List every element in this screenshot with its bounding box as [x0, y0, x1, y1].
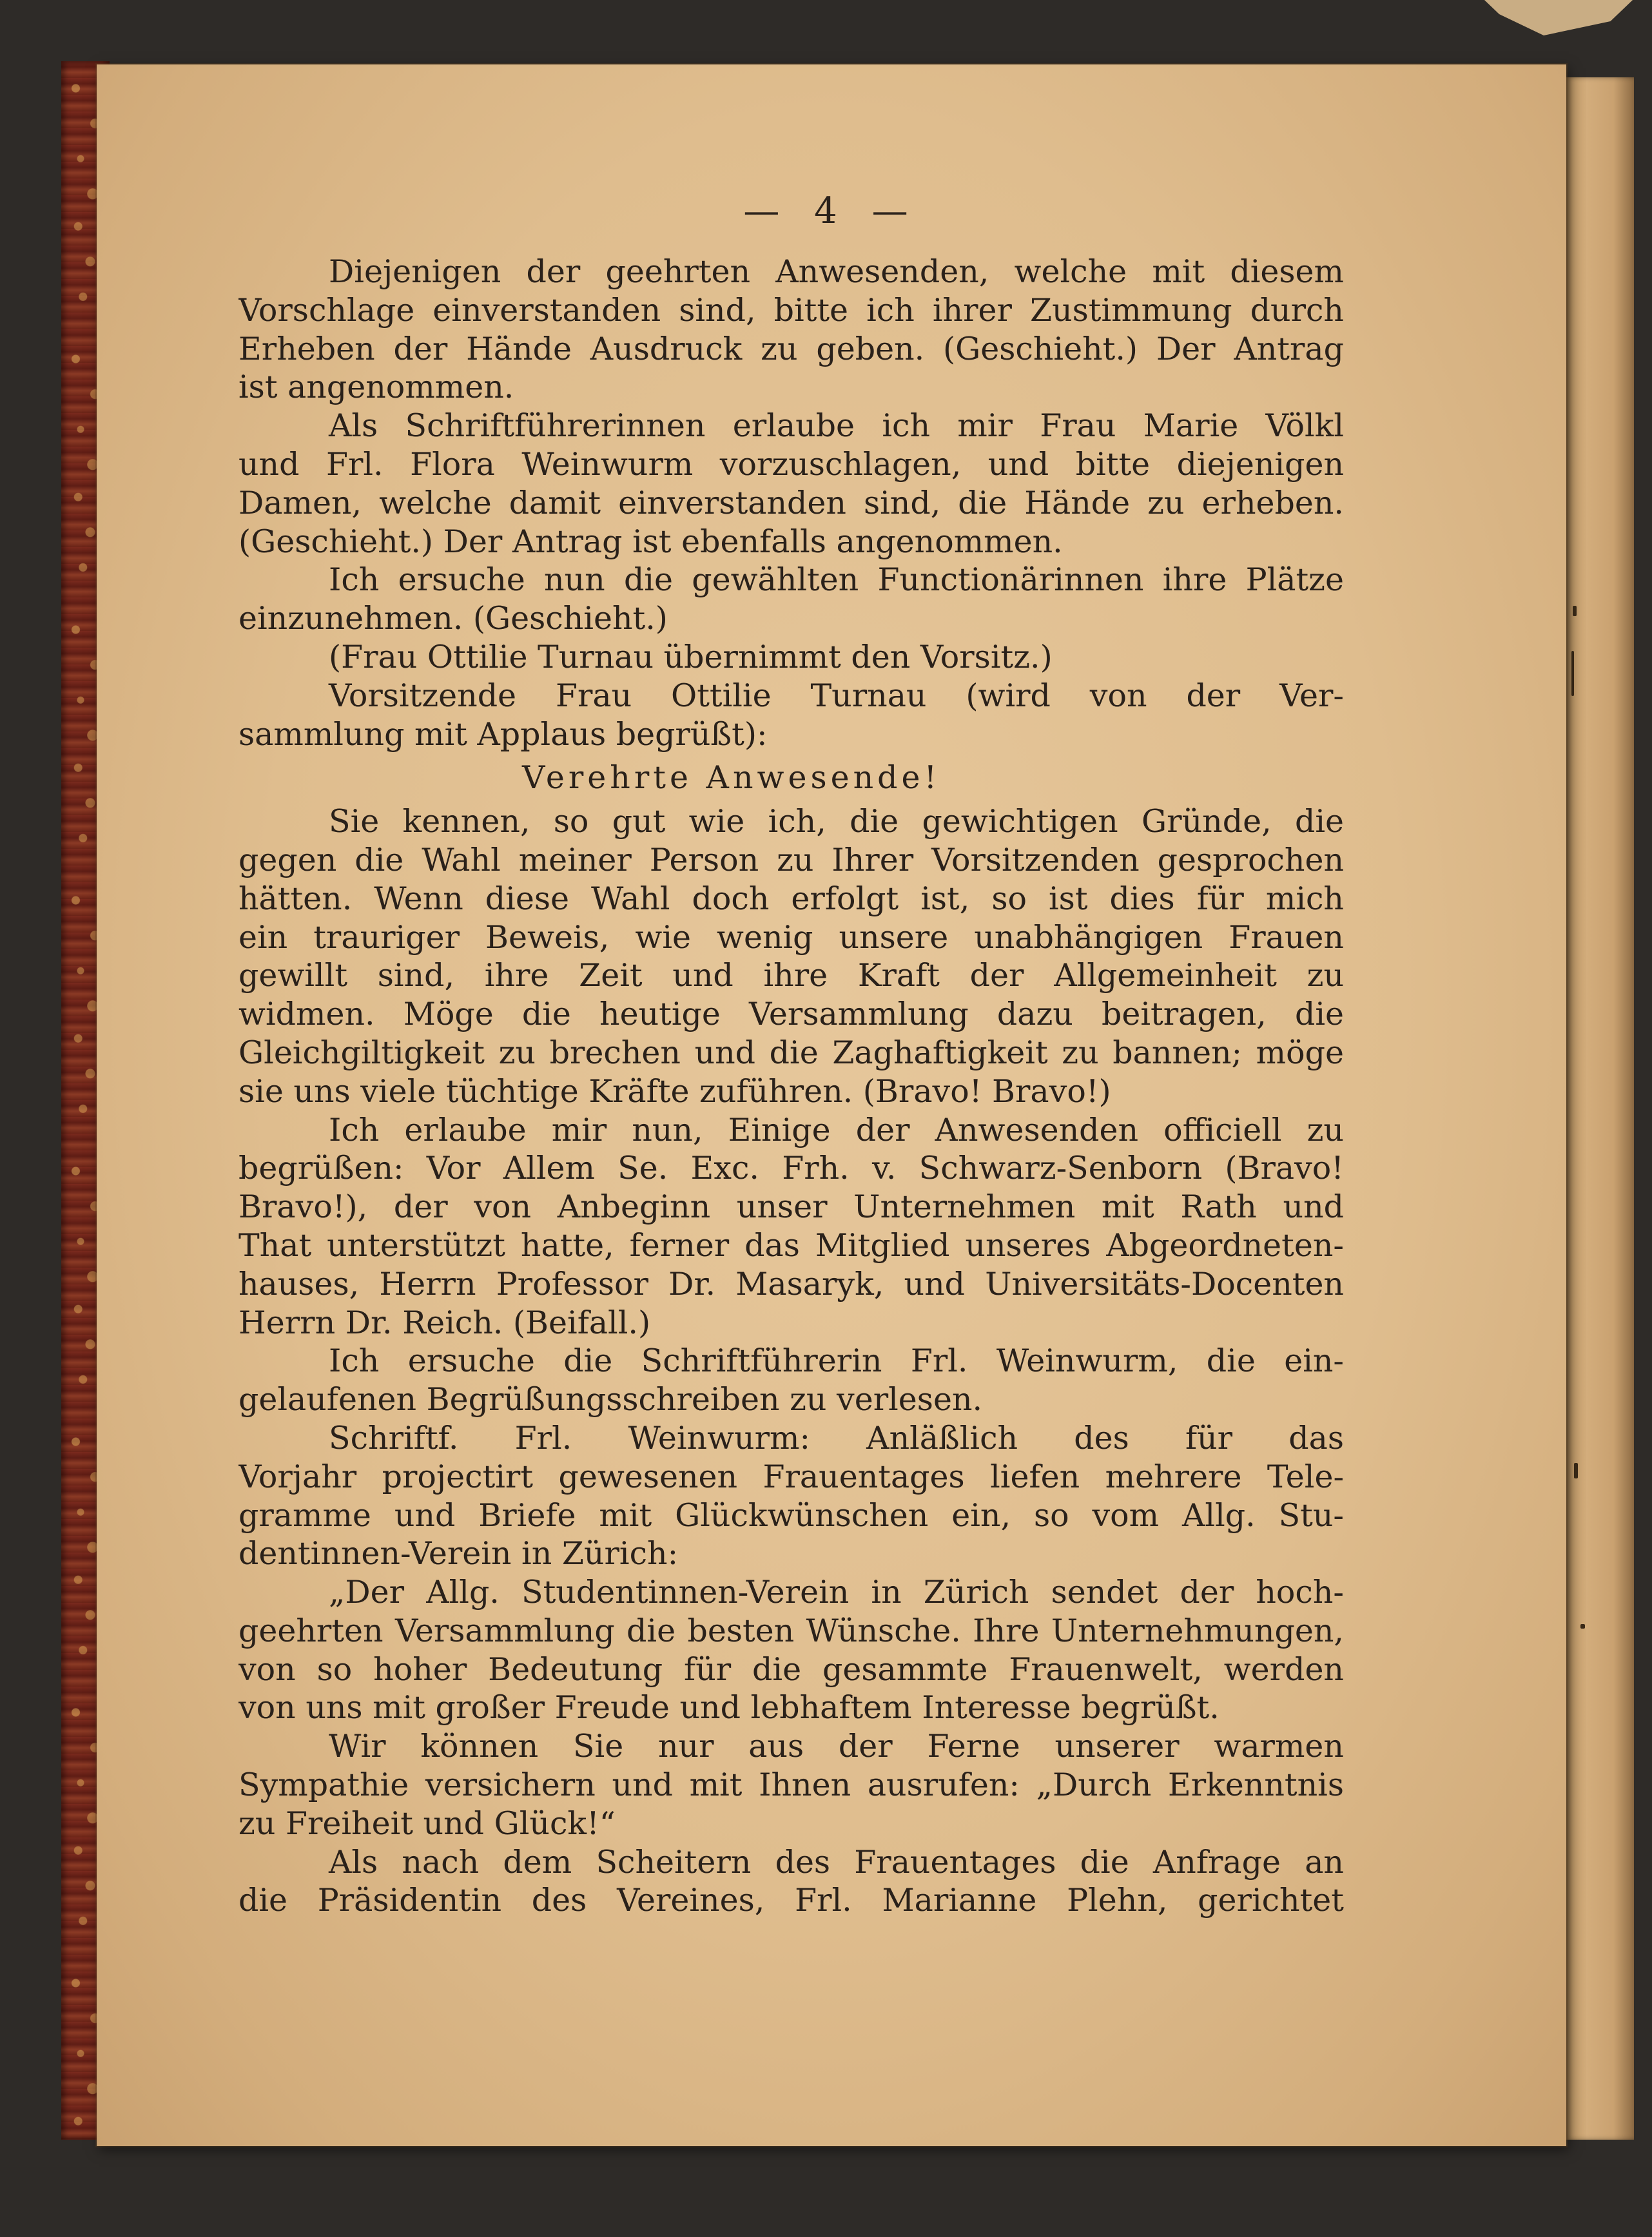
text-line: Als nach dem Scheitern des Frauentages die Anfrage an [329, 1843, 1344, 1881]
text-line: und Frl. Flora Weinwurm vorzuschlagen, und bitte diejenigen [238, 445, 1344, 483]
text-line: ist angenommen. [238, 369, 514, 406]
text-line: hätten. Wenn diese Wahl doch erfolgt ist, so ist dies für mich [238, 880, 1344, 917]
text-line: (Frau Ottilie Turnau übernimmt den Vorsitz.) [329, 638, 1053, 675]
text-line: gewillt sind, ihre Zeit und ihre Kraft der Allgemeinheit zu [238, 957, 1344, 994]
text-line: gegen die Wahl meiner Person zu Ihrer Vorsitzenden gesprochen [238, 841, 1344, 878]
text-line: Bravo!), der von Anbeginn unser Unternehmen mit Rath und [238, 1188, 1344, 1226]
text-line: Erheben der Hände Ausdruck zu geben. (Geschieht.) Der Antrag [238, 330, 1344, 367]
text-line: Vorjahr projectirt gewesenen Frauentages liefen mehrere Tele- [238, 1458, 1344, 1495]
text-line: Wir können Sie nur aus der Ferne unserer warmen [329, 1728, 1344, 1765]
text-line: einzunehmen. (Geschieht.) [238, 600, 668, 637]
text-line: dentinnen-Verein in Zürich: [238, 1535, 679, 1573]
next-page-edge [1566, 77, 1634, 2140]
text-line: Diejenigen der geehrten Anwesenden, welche mit diesem [329, 253, 1344, 290]
paper-scrap [1484, 0, 1633, 35]
edge-mark [1580, 1624, 1585, 1629]
text-line: Vorschlage einverstanden sind, bitte ich ihrer Zustimmung durch [238, 291, 1344, 329]
text-line: sie uns viele tüchtige Kräfte zuführen. (Bravo! Bravo!) [238, 1072, 1111, 1110]
text-line: Gleichgiltigkeit zu brechen und die Zaghaftigkeit zu bannen; möge [238, 1034, 1344, 1071]
text-line: sammlung mit Applaus begrüßt): [238, 715, 768, 753]
text-line: Damen, welche damit einverstanden sind, die Hände zu erheben. [238, 484, 1344, 521]
edge-mark [1574, 1463, 1578, 1478]
text-line: Vorsitzende Frau Ottilie Turnau (wird von der Ver- [329, 677, 1344, 714]
text-line: ein trauriger Beweis, wie wenig unsere unabhängigen Frauen [238, 918, 1344, 956]
text-line: widmen. Möge die heutige Versammlung dazu beitragen, die [238, 996, 1344, 1033]
text-line: Schriftf. Frl. Weinwurm: Anläßlich des für das [329, 1419, 1344, 1457]
text-line: von uns mit großer Freude und lebhaftem Interesse begrüßt. [238, 1689, 1220, 1727]
text-line: hauses, Herrn Professor Dr. Masaryk, und Universitäts-Docenten [238, 1265, 1344, 1302]
text-line: Sympathie versichern und mit Ihnen ausrufen: „Durch Erkenntnis [238, 1767, 1344, 1804]
text-line: That unterstützt hatte, ferner das Mitglied unseres Abgeordneten- [238, 1226, 1344, 1264]
speech-heading: Verehrte Anwesende! [522, 759, 941, 797]
text-line: gramme und Briefe mit Glückwünschen ein, so vom Allg. Stu- [238, 1496, 1344, 1534]
text-line: zu Freiheit und Glück!“ [238, 1805, 616, 1842]
text-line: Ich ersuche die Schriftführerin Frl. Weinwurm, die ein- [329, 1342, 1344, 1380]
page-number: — 4 — [743, 190, 920, 232]
text-line: gelaufenen Begrüßungsschreiben zu verlesen. [238, 1381, 983, 1419]
text-line: Ich erlaube mir nun, Einige der Anwesenden officiell zu [329, 1111, 1344, 1148]
page-body-text [238, 253, 1344, 1920]
text-line: begrüßen: Vor Allem Se. Exc. Frh. v. Schwarz-Senborn (Bravo! [238, 1150, 1344, 1187]
text-line: die Präsidentin des Vereines, Frl. Marianne Plehn, gerichtet [238, 1882, 1344, 1919]
text-line: geehrten Versammlung die besten Wünsche. Ihre Unternehmungen, [238, 1612, 1344, 1649]
edge-mark [1573, 606, 1577, 616]
edge-mark [1571, 651, 1574, 696]
text-line: Ich ersuche nun die gewählten Functionärinnen ihre Plätze [329, 561, 1344, 599]
text-line: Herrn Dr. Reich. (Beifall.) [238, 1304, 651, 1341]
text-line: (Geschieht.) Der Antrag ist ebenfalls angenommen. [238, 523, 1063, 560]
text-line: „Der Allg. Studentinnen-Verein in Zürich sendet der hoch- [329, 1574, 1344, 1611]
text-line: Als Schriftführerinnen erlaube ich mir Frau Marie Völkl [329, 407, 1344, 445]
text-line: von so hoher Bedeutung für die gesammte Frauenwelt, werden [238, 1651, 1344, 1688]
text-line: Sie kennen, so gut wie ich, die gewichtigen Gründe, die [329, 803, 1344, 840]
